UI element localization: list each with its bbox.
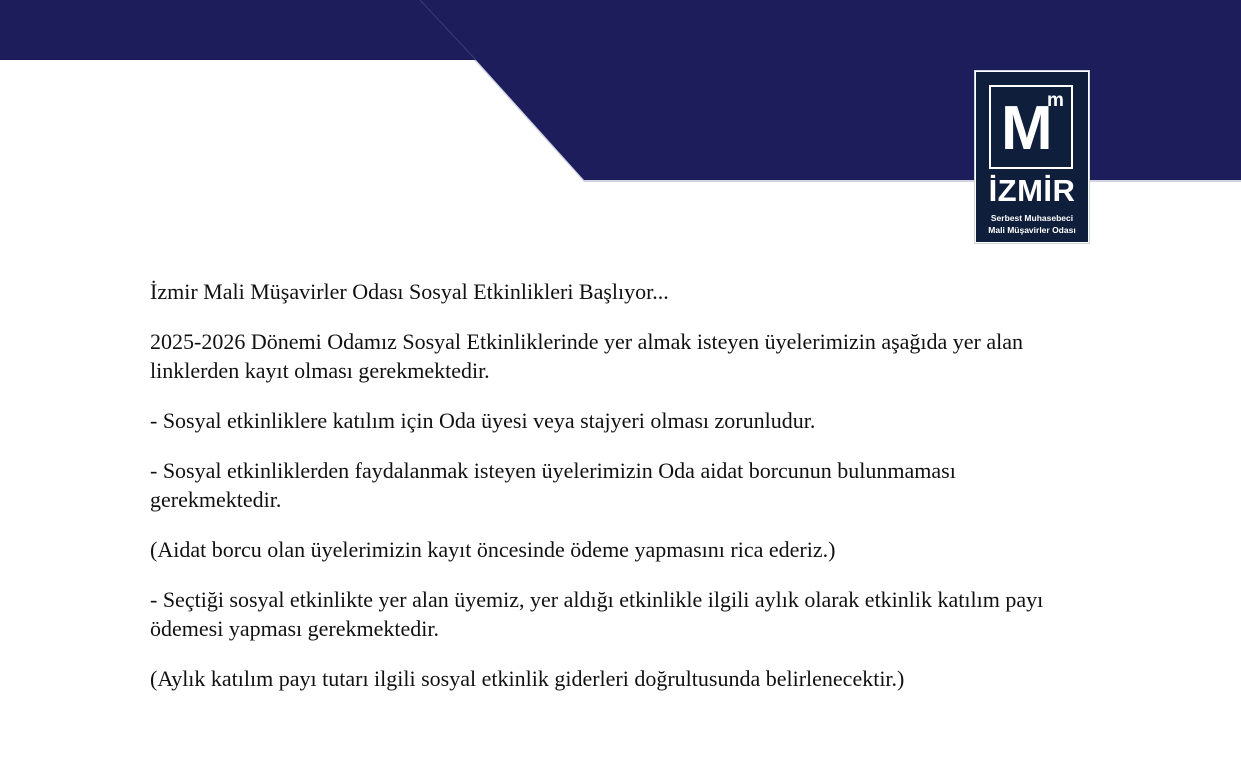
paragraph-participation-fee: - Seçtiği sosyal etkinlikte yer alan üyemiz, yer aldığı etkinlikle ilgili aylık olarak etkinlik katılım payı ödemesi yapması gerekmektedir. [150, 587, 1044, 641]
logo-city: İZMİR [988, 173, 1076, 208]
announcement-body [150, 277, 1080, 714]
chamber-logo [975, 71, 1089, 243]
logo-monogram-frame [989, 85, 1073, 169]
paragraph-registration: 2025-2026 Dönemi Odamız Sosyal Etkinliklerinde yer almak isteyen üyelerimizin aşağıda yer alan linklerden kayıt olması gerekmektedir. [150, 329, 1024, 383]
logo-subtitle-line1: Serbest Muhasebeci [990, 213, 1074, 223]
banner-left-band [0, 0, 420, 60]
banner-main-shape [406, 0, 1241, 180]
announcement-title: İzmir Mali Müşavirler Odası Sosyal Etkinlikleri Başlıyor... [150, 279, 669, 304]
logo-subtitle-line2: Mali Müşavirler Odası [988, 225, 1076, 235]
paragraph-dues-requirement: - Sosyal etkinliklerden faydalanmak isteyen üyelerimizin Oda aidat borcunun bulunmaması gerekmektedir. [150, 458, 956, 512]
paragraph-membership-requirement: - Sosyal etkinliklere katılım için Oda üyesi veya stajyeri olması zorunludur. [150, 408, 816, 433]
logo-monogram: M [1001, 94, 1051, 163]
paragraph-dues-note: (Aidat borcu olan üyelerimizin kayıt öncesinde ödeme yapmasını rica ederiz.) [150, 537, 836, 562]
paragraph-fee-note: (Aylık katılım payı tutarı ilgili sosyal etkinlik giderleri doğrultusunda belirlenecektir.) [150, 666, 905, 691]
logo-superscript: m [1047, 90, 1064, 111]
